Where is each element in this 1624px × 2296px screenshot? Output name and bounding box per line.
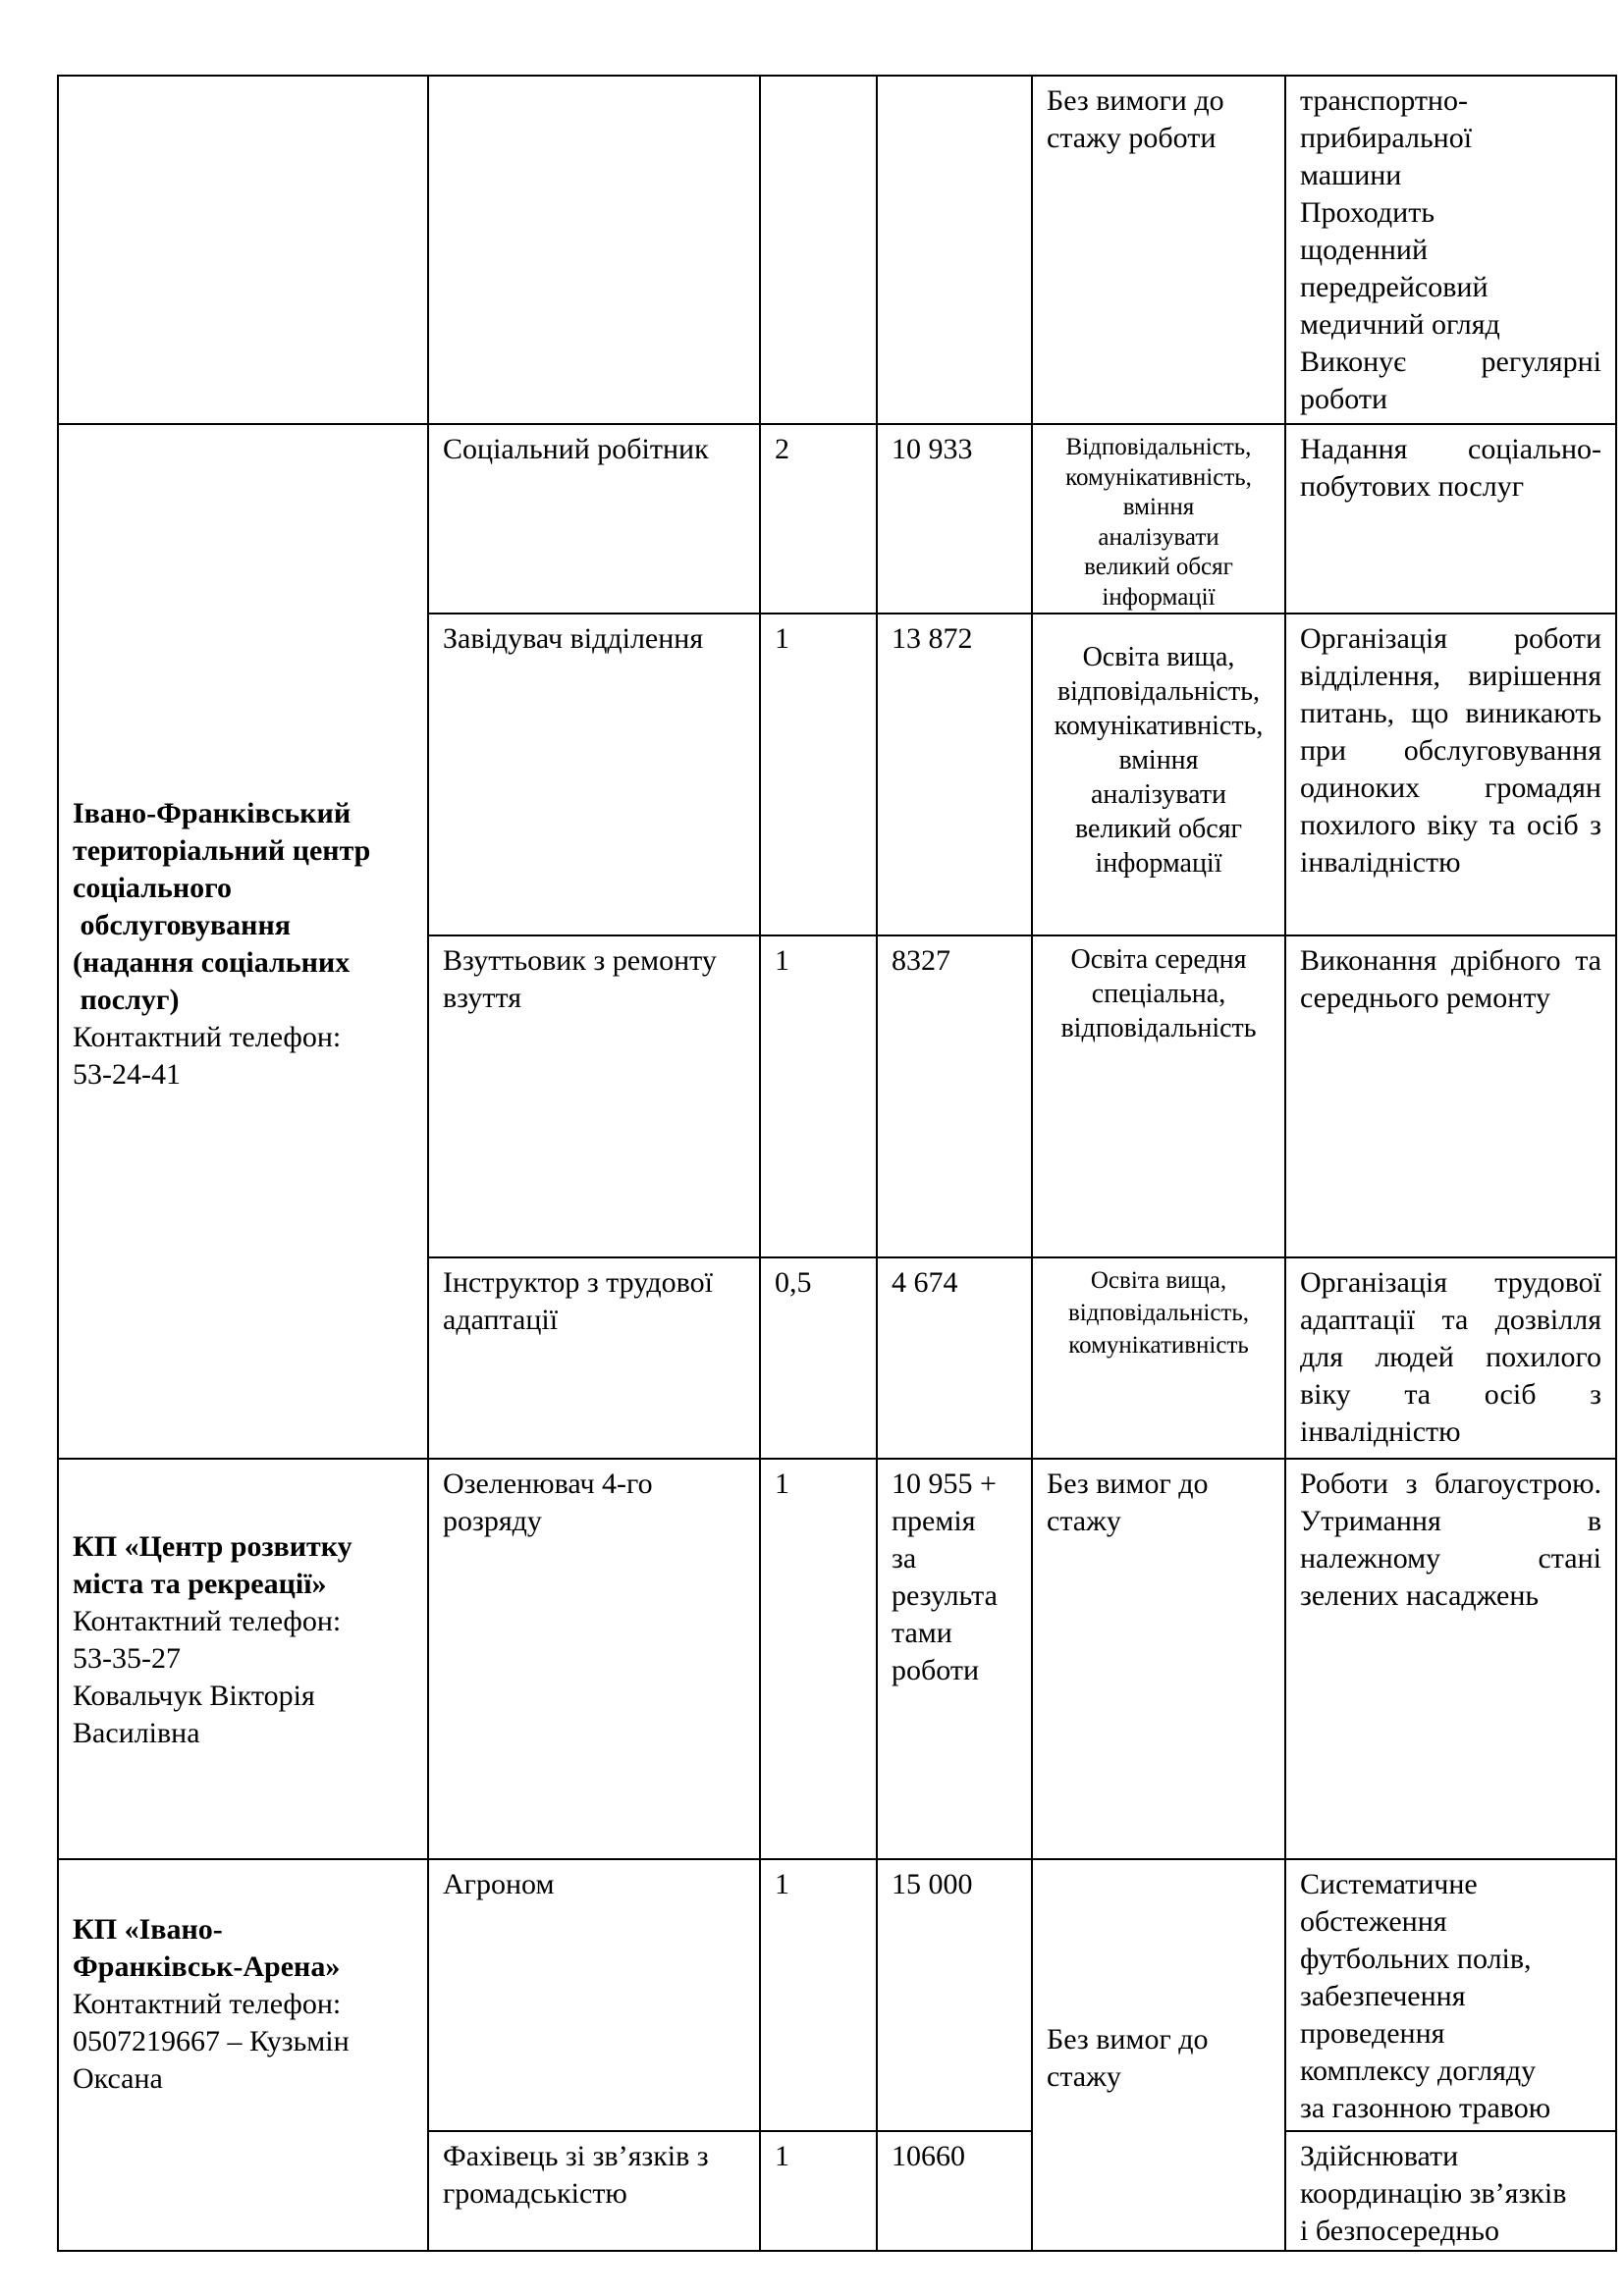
- count-cell: 2: [760, 424, 877, 614]
- requirements-line: Освіта середня: [1070, 944, 1247, 975]
- org-name-line: КП «Івано-: [73, 1913, 223, 1946]
- salary-cell-empty: [877, 76, 1032, 424]
- salary-line: 10 955 +: [892, 1468, 997, 1500]
- requirements-line: комунікативність,: [1065, 463, 1252, 491]
- contact-phone: 53-35-27: [73, 1642, 181, 1675]
- org-cell: [58, 1459, 428, 1859]
- duties-cell: Виконання дрібного та середнього ремонту: [1285, 935, 1616, 1257]
- salary-line: премія: [892, 1505, 976, 1537]
- requirements-line: комунікативність: [1068, 1332, 1249, 1359]
- duties-line: прибиральної: [1300, 122, 1473, 154]
- requirements-line: вміння: [1118, 745, 1199, 775]
- duties-line: забезпечення: [1300, 1980, 1466, 2012]
- requirements-line: вміння: [1122, 494, 1195, 520]
- salary-cell: [877, 1459, 1032, 1859]
- position-cell: Взуттьовик з ремонту взуття: [428, 935, 760, 1257]
- requirements-line: спеціальна,: [1091, 979, 1226, 1009]
- requirements-line: Освіта вища,: [1082, 642, 1235, 672]
- requirements-cell: [1032, 1257, 1285, 1459]
- position-cell: Соціальний робітник: [428, 424, 760, 614]
- requirements-line: відповідальність,: [1056, 676, 1261, 707]
- contact-person-line: Ковальчук Вікторія: [73, 1680, 315, 1712]
- duties-line: і безпосередньо: [1300, 2215, 1499, 2247]
- org-name-line: Франківськ-Арена»: [73, 1950, 341, 1983]
- duties-line: за газонною травою: [1300, 2092, 1551, 2124]
- salary-line: результа: [892, 1579, 998, 1612]
- org-name-line: (надання соціальних: [73, 946, 351, 979]
- org-name-line: соціального: [73, 872, 233, 904]
- salary-cell: 15 000: [877, 1859, 1032, 2131]
- duties-cell: [1285, 2131, 1616, 2251]
- table-row: [58, 424, 1616, 614]
- salary-cell: 10 933: [877, 424, 1032, 614]
- count-cell: 1: [760, 614, 877, 935]
- count-cell: 1: [760, 1859, 877, 2131]
- requirements-line: аналізувати: [1098, 523, 1219, 551]
- requirements-line: Освіта вища,: [1090, 1267, 1227, 1294]
- salary-cell: 4 674: [877, 1257, 1032, 1459]
- duties-cell: [1285, 76, 1616, 424]
- requirements-line: відповідальність,: [1067, 1300, 1249, 1326]
- duties-line: Виконує регулярні: [1300, 346, 1601, 378]
- table-row: [58, 1859, 1616, 2131]
- salary-cell: 8327: [877, 935, 1032, 1257]
- org-name-line: КП «Центр розвитку: [73, 1530, 352, 1563]
- contact-label: Контактний телефон:: [73, 1021, 342, 1053]
- duties-line: транспортно-: [1300, 84, 1468, 117]
- contact-phone-line: Оксана: [73, 2062, 163, 2095]
- count-cell-empty: [760, 76, 877, 424]
- duties-line: Здійснювати: [1300, 2140, 1459, 2172]
- duties-cell: [1285, 1859, 1616, 2131]
- duties-line: координацію зв’язків: [1300, 2177, 1567, 2210]
- requirements-cell: [1032, 424, 1285, 614]
- duties-line: комплексу догляду: [1300, 2055, 1537, 2087]
- requirements-line: великий обсяг: [1084, 554, 1233, 580]
- count-cell: 1: [760, 2131, 877, 2251]
- duties-line: обстеження: [1300, 1905, 1447, 1938]
- salary-line: тами: [892, 1617, 952, 1649]
- org-cell: [58, 424, 428, 1459]
- org-cell: [58, 1859, 428, 2251]
- salary-line: роботи: [892, 1654, 980, 1686]
- org-name-line: обслуговування: [73, 909, 291, 941]
- requirements-line: великий обсяг: [1074, 814, 1243, 844]
- requirements-line: відповідальність: [1060, 1013, 1257, 1043]
- org-name-line: послуг): [73, 984, 180, 1016]
- count-cell: 0,5: [760, 1257, 877, 1459]
- position-cell-empty: [428, 76, 760, 424]
- requirements-cell: [1032, 935, 1285, 1257]
- position-cell: Інструктор з трудової адаптації: [428, 1257, 760, 1459]
- duties-line: Проходить: [1300, 196, 1435, 229]
- duties-cell: Роботи з благоустрою. Утримання в належному стані зелених насаджень: [1285, 1459, 1616, 1859]
- vacancies-table: [57, 75, 1617, 2252]
- requirements-line: Відповідальність,: [1065, 434, 1252, 460]
- contact-label: Контактний телефон:: [73, 1988, 342, 2020]
- org-name-line: територіальний центр: [73, 834, 371, 867]
- requirements-cell: Без вимог до стажу: [1032, 1859, 1285, 2251]
- table-row: [58, 1459, 1616, 1859]
- salary-cell: 10660: [877, 2131, 1032, 2251]
- org-name-line: Івано-Франківський: [73, 797, 352, 829]
- duties-line: проведення: [1300, 2017, 1445, 2050]
- duties-line: роботи: [1300, 383, 1388, 415]
- count-cell: 1: [760, 1459, 877, 1859]
- position-cell: Агроном: [428, 1859, 760, 2131]
- org-cell-empty: [58, 76, 428, 424]
- duties-cell: Надання соціально-побутових послуг: [1285, 424, 1616, 614]
- requirements-line: інформації: [1095, 848, 1222, 879]
- duties-cell: Організація роботи відділення, вирішення питань, що виникають при обслуговування одиноких громадян похилого віку та осіб з інвалідністю: [1285, 614, 1616, 935]
- requirements-line: інформації: [1102, 583, 1216, 611]
- duties-cell: Організація трудової адаптації та дозвілля для людей похилого віку та осіб з інвалідністю: [1285, 1257, 1616, 1459]
- position-cell: Завідувач відділення: [428, 614, 760, 935]
- duties-line: медичний огляд: [1300, 308, 1500, 341]
- salary-cell: 13 872: [877, 614, 1032, 935]
- requirements-cell: Без вимоги до стажу роботи: [1032, 76, 1285, 424]
- position-cell: Фахівець зі зв’язків з громадськістю: [428, 2131, 760, 2251]
- requirements-cell: [1032, 614, 1285, 935]
- contact-label: Контактний телефон:: [73, 1605, 342, 1637]
- contact-phone: 53-24-41: [73, 1058, 181, 1091]
- duties-line: футбольних полів,: [1300, 1943, 1532, 1975]
- requirements-line: аналізувати: [1090, 779, 1227, 810]
- duties-line: машини: [1300, 159, 1402, 191]
- duties-line: Систематичне: [1300, 1868, 1478, 1900]
- requirements-line: комунікативність,: [1054, 711, 1264, 741]
- contact-person-line: Василівна: [73, 1717, 200, 1749]
- duties-line: передрейсовий: [1300, 271, 1489, 303]
- position-cell: Озеленювач 4-го розряду: [428, 1459, 760, 1859]
- requirements-cell: Без вимог до стажу: [1032, 1459, 1285, 1859]
- org-name-line: міста та рекреації»: [73, 1568, 327, 1600]
- count-cell: 1: [760, 935, 877, 1257]
- table-row: [58, 76, 1616, 424]
- salary-line: за: [892, 1542, 917, 1575]
- contact-phone-line: 0507219667 – Кузьмін: [73, 2025, 350, 2057]
- duties-line: щоденний: [1300, 234, 1429, 266]
